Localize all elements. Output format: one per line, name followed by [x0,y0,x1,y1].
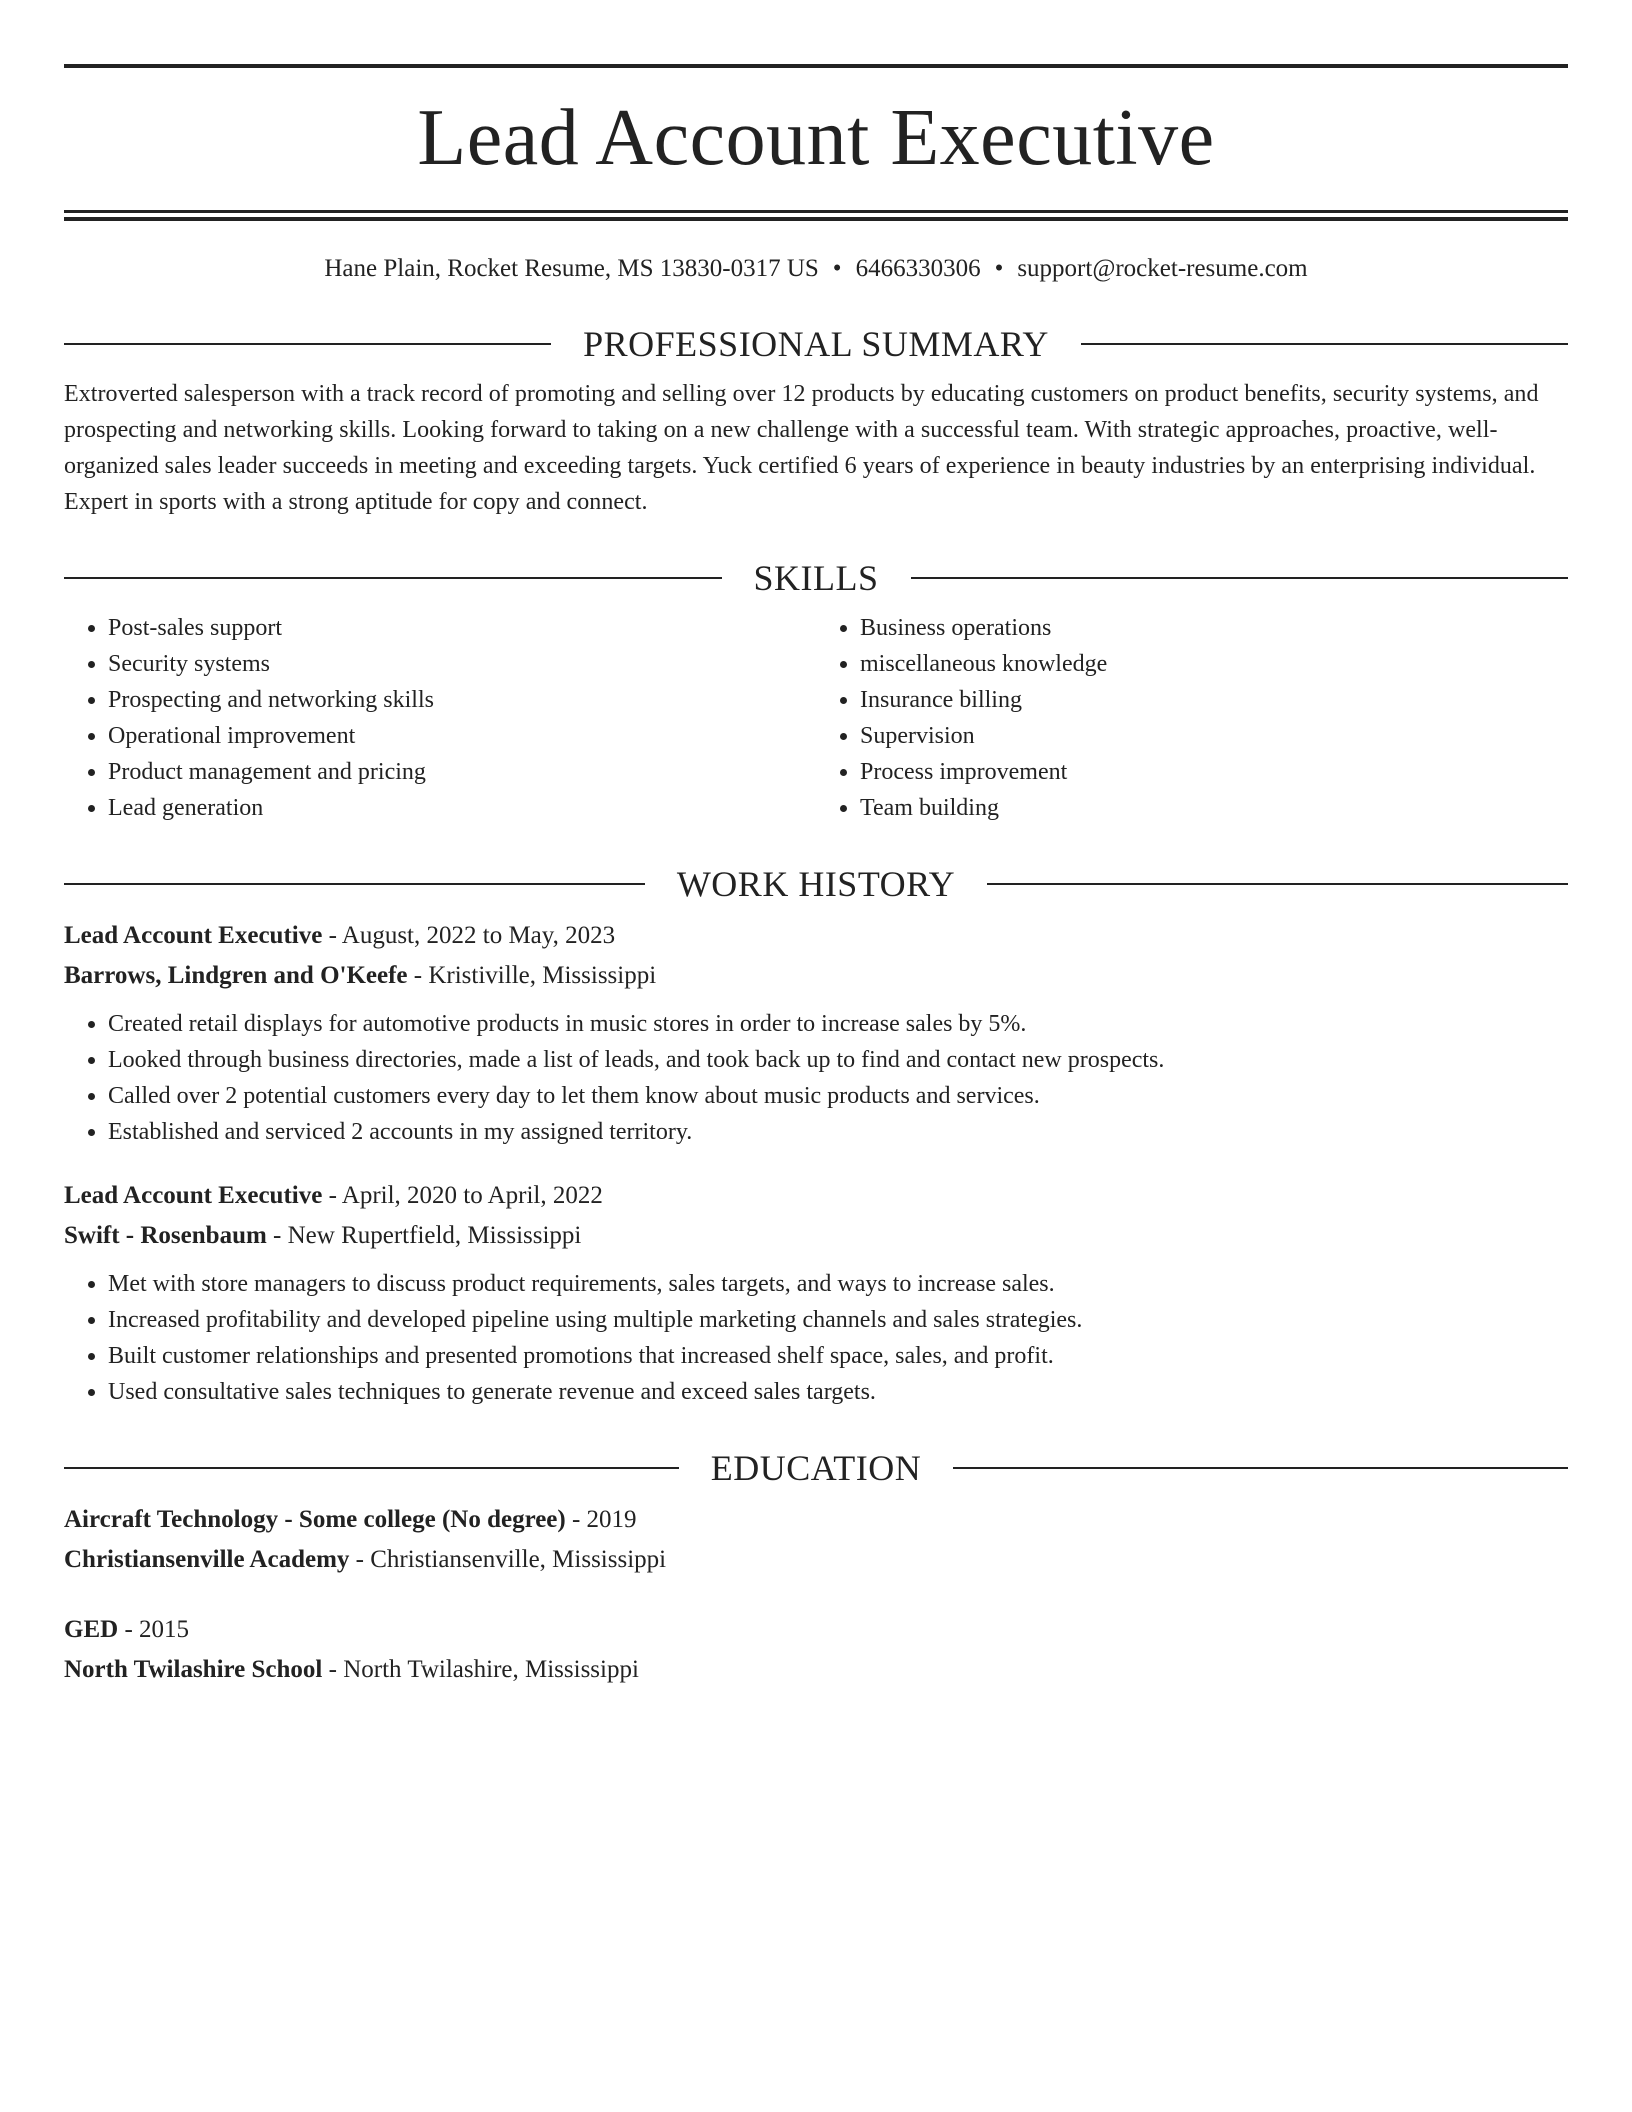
heading-rule [64,1467,679,1469]
job-bullet: • Created retail displays for automotive products in music stores in order to increase sales by 5%. [108,1006,1568,1042]
job-company-line [64,1216,1568,1256]
heading-rule [1081,343,1568,345]
job-entry [64,916,1568,1150]
resume-name: Lead Account Executive [417,94,1215,182]
contact-line [64,253,1568,286]
contact-separator: • [832,255,842,282]
job-bullet: • Met with store managers to discuss product requirements, sales targets, and ways to increase sales. [108,1266,1568,1302]
section-heading-skills [64,557,1568,598]
job-role: Lead Account Executive [64,921,323,949]
job-location: - New Rupertfield, Mississippi [266,1221,582,1249]
skill-item: • Product management and pricing [108,754,816,790]
education-school: Christiansenville Academy [64,1545,350,1573]
skill-item: • Supervision [860,718,1568,754]
job-company: Barrows, Lindgren and O'Keefe [64,961,408,989]
heading-rule [64,883,645,885]
job-role: Lead Account Executive [64,1181,323,1209]
education-degree-line [64,1500,1568,1540]
double-rule [64,210,1568,221]
skill-item: • Prospecting and networking skills [108,682,816,718]
job-company: Swift - Rosenbaum [64,1221,267,1249]
section-heading-work [64,863,1568,904]
job-company-line [64,956,1568,996]
heading-rule [953,1467,1568,1469]
section-title: WORK HISTORY [676,863,956,904]
contact-phone: 6466330306 [855,255,981,282]
skill-item: • Insurance billing [860,682,1568,718]
heading-rule [987,883,1568,885]
job-bullet: • Called over 2 potential customers every day to let them know about music products and services. [108,1078,1568,1114]
education-school-line [64,1540,1568,1580]
education-degree-line [64,1610,1568,1650]
skill-item: • Lead generation [108,790,816,826]
job-dates: - August, 2022 to May, 2023 [322,921,616,949]
job-title-line [64,1176,1568,1216]
skill-item: • Process improvement [860,754,1568,790]
heading-rule [911,577,1569,579]
skill-item: • Security systems [108,646,816,682]
education-entry [64,1500,1568,1580]
job-dates: - April, 2020 to April, 2022 [322,1181,603,1209]
section-heading-education [64,1447,1568,1488]
job-bullets [64,1266,1568,1410]
job-bullet: • Established and serviced 2 accounts in my assigned territory. [108,1114,1568,1150]
heading-rule [64,577,722,579]
section-title: EDUCATION [710,1447,922,1488]
job-bullet: • Built customer relationships and presented promotions that increased shelf space, sales, and profit. [108,1338,1568,1374]
education-entry [64,1610,1568,1690]
education-location: - North Twilashire, Mississippi [322,1655,639,1683]
section-heading-summary [64,323,1568,364]
job-bullet: • Looked through business directories, made a list of leads, and took back up to find and contact new prospects. [108,1042,1568,1078]
heading-rule [64,343,551,345]
skill-item: • Operational improvement [108,718,816,754]
skill-item: • Post-sales support [108,610,816,646]
job-bullet: • Increased profitability and developed pipeline using multiple marketing channels and sales strategies. [108,1302,1568,1338]
contact-separator: • [994,255,1004,282]
job-location: - Kristiville, Mississippi [407,961,657,989]
contact-email: support@rocket-resume.com [1017,255,1308,282]
job-entry [64,1176,1568,1410]
job-bullets [64,1006,1568,1150]
education-location: - Christiansenville, Mississippi [349,1545,667,1573]
contact-address: Hane Plain, Rocket Resume, MS 13830-0317 US [324,255,819,282]
education-school-line [64,1650,1568,1690]
education-school: North Twilashire School [64,1655,323,1683]
skills-column-left [64,610,816,826]
skills-list [64,610,1568,826]
education-year: - 2015 [118,1615,190,1643]
job-title-line [64,916,1568,956]
skill-item: • Business operations [860,610,1568,646]
education-degree: Aircraft Technology - Some college (No degree) [64,1505,566,1533]
summary-text: Extroverted salesperson with a track record of promoting and selling over 12 products by educating customers on product benefits, security systems, and prospecting and networking skills. Looking forward to taking on a new challenge with a successful team. With strategic approaches, proactive, well-organized sales leader succeeds in meeting and exceeding targets. Yuck certified 6 years of experience in beauty industries by an enterprising individual. Expert in sports with a strong aptitude for copy and connect. [64,380,1539,515]
education-year: - 2019 [565,1505,637,1533]
section-title: SKILLS [753,557,879,598]
education-degree: GED [64,1615,119,1643]
skill-item: • miscellaneous knowledge [860,646,1568,682]
job-bullet: • Used consultative sales techniques to generate revenue and exceed sales targets. [108,1374,1568,1410]
skill-item: • Team building [860,790,1568,826]
section-title: PROFESSIONAL SUMMARY [583,323,1049,364]
skills-column-right [816,610,1568,826]
